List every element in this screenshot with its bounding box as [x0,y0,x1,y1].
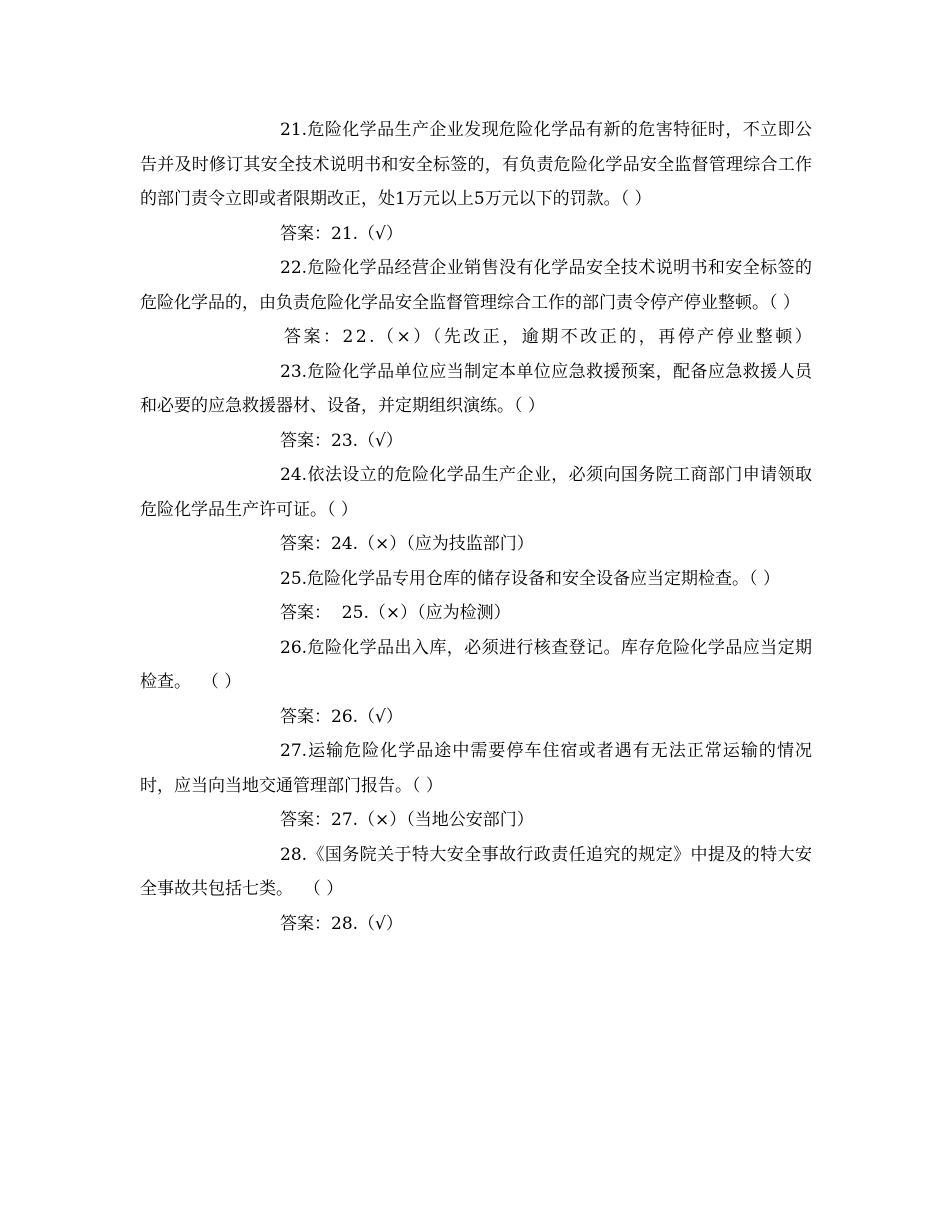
answer-27: 答案：27.（×）（当地公安部门） [280,810,534,830]
answer-28: 答案：28.（√） [280,913,403,934]
answer-22: 答案：22.（×）（先改正，逾期不改正的，再停产停业整顿） [284,327,815,347]
answer-24: 答案：24.（×）（应为技监部门） [280,534,534,554]
question-28: 28.《国务院关于特大安全事故行政责任追究的规定》中提及的特大安全事故共包括七类。 （ ） [140,844,812,899]
answer-26: 答案：26.（√） [280,706,403,727]
question-24: 24.依法设立的危险化学品生产企业，必须向国务院工商部门申请领取危险化学品生产许可证。（ ） [140,465,812,520]
question-23: 23.危险化学品单位应当制定本单位应急救援预案，配备应急救援人员和必要的应急救援器材、设备，并定期组织演练。（ ） [140,361,812,416]
question-27: 27.运输危险化学品途中需要停车住宿或者遇有无法正常运输的情况时，应当向当地交通管理部门报告。（ ） [140,741,812,796]
answer-25: 答案： 25.（×）（应为检测） [280,603,511,623]
answer-23: 答案：23.（√） [280,430,403,451]
answer-21: 答案：21.（√） [280,223,403,244]
question-list [140,113,815,941]
question-21: 21.危险化学品生产企业发现危险化学品有新的危害特征时，不立即公告并及时修订其安全技术说明书和安全标签的，有负责危险化学品安全监督管理综合工作的部门责令立即或者限期改正，处1万元以上5万元以下的罚款。（ ） [140,120,812,209]
question-25: 25.危险化学品专用仓库的储存设备和安全设备应当定期检查。（ ） [280,568,780,589]
question-22: 22.危险化学品经营企业销售没有化学品安全技术说明书和安全标签的危险化学品的，由负责危险化学品安全监督管理综合工作的部门责令停产停业整顿。（ ） [140,258,812,313]
question-26: 26.危险化学品出入库，必须进行核查登记。库存危险化学品应当定期检查。 （ ） [140,637,812,692]
